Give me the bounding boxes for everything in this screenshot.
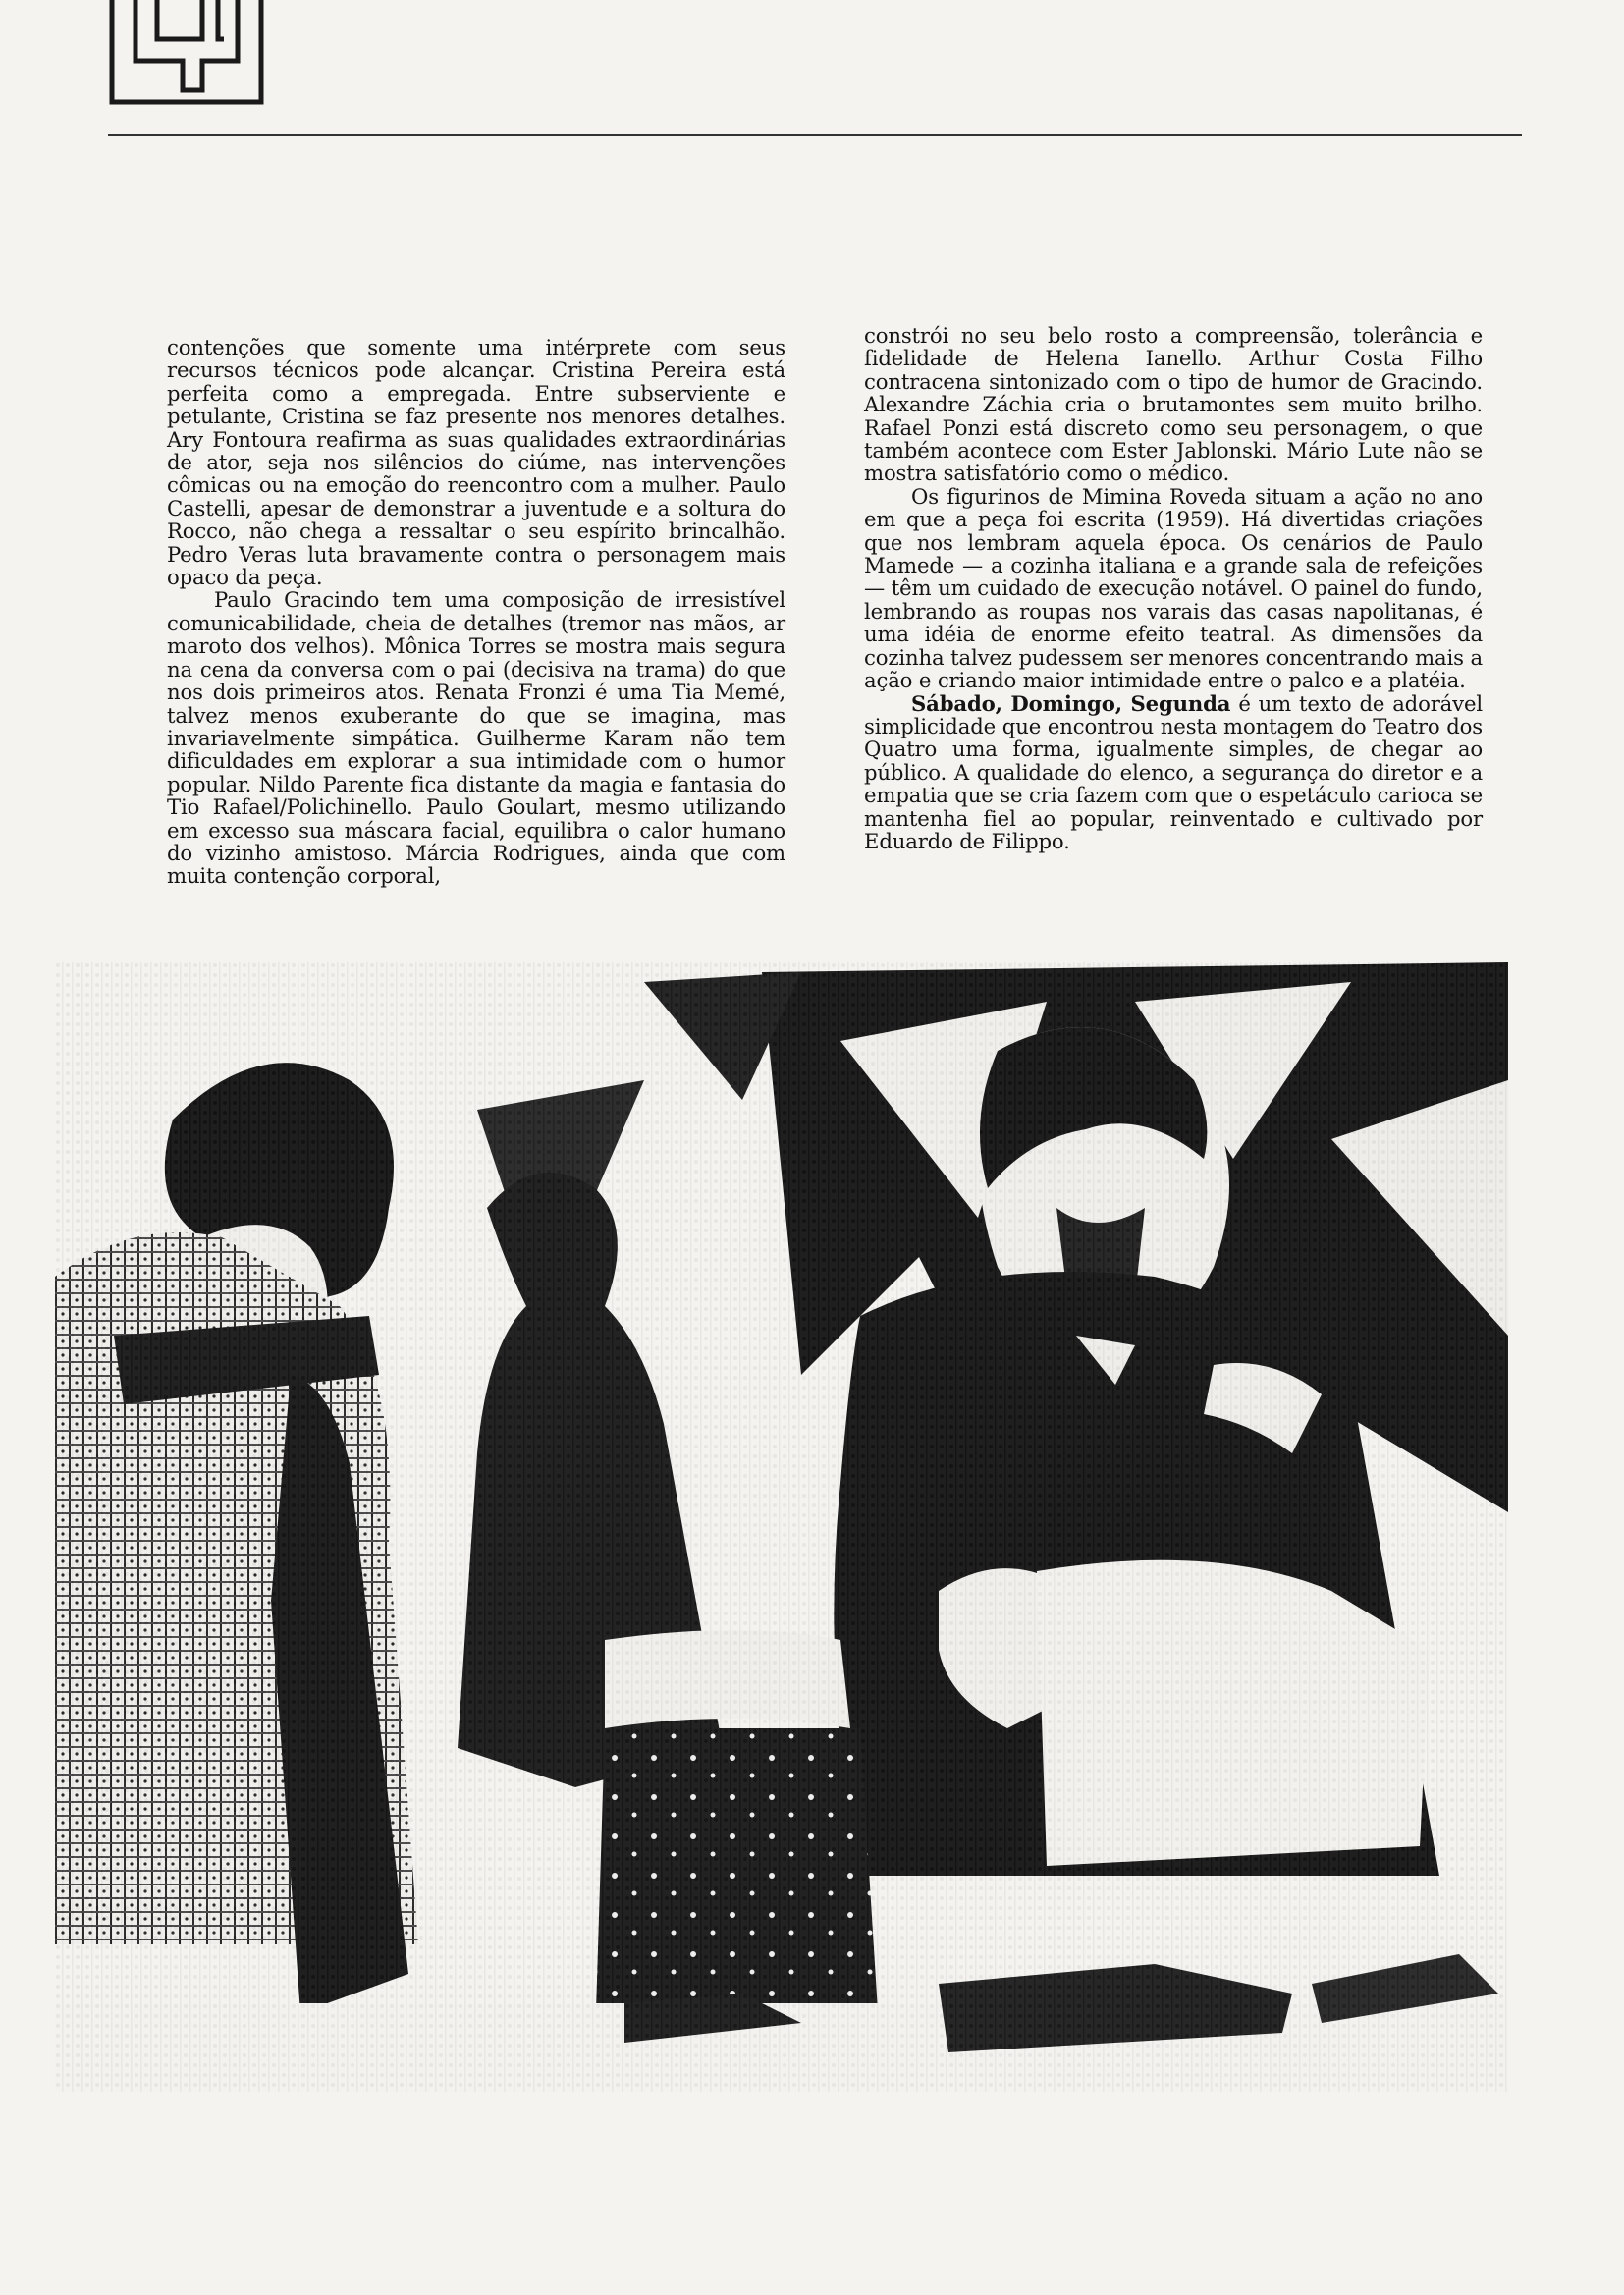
paragraph: contenções que somente uma intérprete com seus recursos técnicos pode alcançar. Cristina Pereira está perfeita como a empregada. Entre subserviente e petulante, Cristina se faz presente nos menores detalhes. Ary Fontoura reafirma as suas qualidades extraordinárias de ator, seja nos silêncios do ciúme, nas intervenções cômicas ou na emoção do reencontro com a mulher. Paulo Castelli, apesar de demonstrar a juventude e a soltura do Rocco, não chega a ressaltar o seu espírito brincalhão. Pedro Veras luta bravamente contra o personagem mais opaco da peça. <box>167 335 785 590</box>
article-column-left <box>167 336 785 888</box>
closing-text: é um texto de adorável simplicidade que encontrou nesta montagem do Teatro dos Quatro uma forma, igualmente simples, de chegar ao público. A qualidade do elenco, a segurança do diretor e a empatia que se cria fazem com que o espetáculo carioca se mantenha fiel ao popular, reinventado e cultivado por Eduardo de Filippo. <box>864 690 1483 853</box>
page-number <box>108 0 265 108</box>
closing-paragraph <box>864 692 1483 853</box>
page-number-four-glyph <box>108 0 265 108</box>
play-title: Sábado, Domingo, Segunda <box>911 690 1231 716</box>
header-rule <box>108 134 1522 136</box>
stage-photo <box>55 962 1508 2092</box>
paragraph: Paulo Gracindo tem uma composição de irresistível comunicabilidade, cheia de detalhes (tremor nas mãos, ar maroto dos velhos). Mônica Torres se mostra mais segura na cena da conversa com o pai (decisiva na trama) do que nos dois primeiros atos. Renata Fronzi é uma Tia Memé, talvez menos exuberante do que se imagina, mas invariavelmente simpática. Guilherme Karam não tem dificuldades em explorar a sua intimidade com o humor popular. Nildo Parente fica distante da magia e fantasia do Tio Rafael/Polichinello. Paulo Goulart, mesmo utilizando em excesso sua máscara facial, equilibra o calor humano do vizinho amistoso. Márcia Rodrigues, ainda que com muita contenção corporal, <box>167 587 785 889</box>
paragraph: Os figurinos de Mimina Roveda situam a ação no ano em que a peça foi escrita (1959). Há divertidas criações que nos lembram aquela época. Os cenários de Paulo Mamede — a cozinha italiana e a grande sala de refeições — têm um cuidado de execução notável. O painel do fundo, lembrando as roupas nos varais das casas napolitanas, é uma idéia de enorme efeito teatral. As dimensões da cozinha talvez pudessem ser menores concentrando mais a ação e criando maior intimidade entre o palco e a platéia. <box>864 483 1483 693</box>
stage-photo-illustration <box>55 962 1508 2092</box>
paragraph: constrói no seu belo rosto a compreensão, tolerância e fidelidade de Helena Ianello. Arthur Costa Filho contracena sintonizado com o tipo de humor de Gracindo. Alexandre Záchia cria o brutamontes sem muito brilho. Rafael Ponzi está discreto como seu personagem, o que também acontece com Ester Jablonski. Mário Lute não se mostra satisfatório como o médico. <box>864 323 1483 486</box>
article-column-right <box>864 324 1483 852</box>
